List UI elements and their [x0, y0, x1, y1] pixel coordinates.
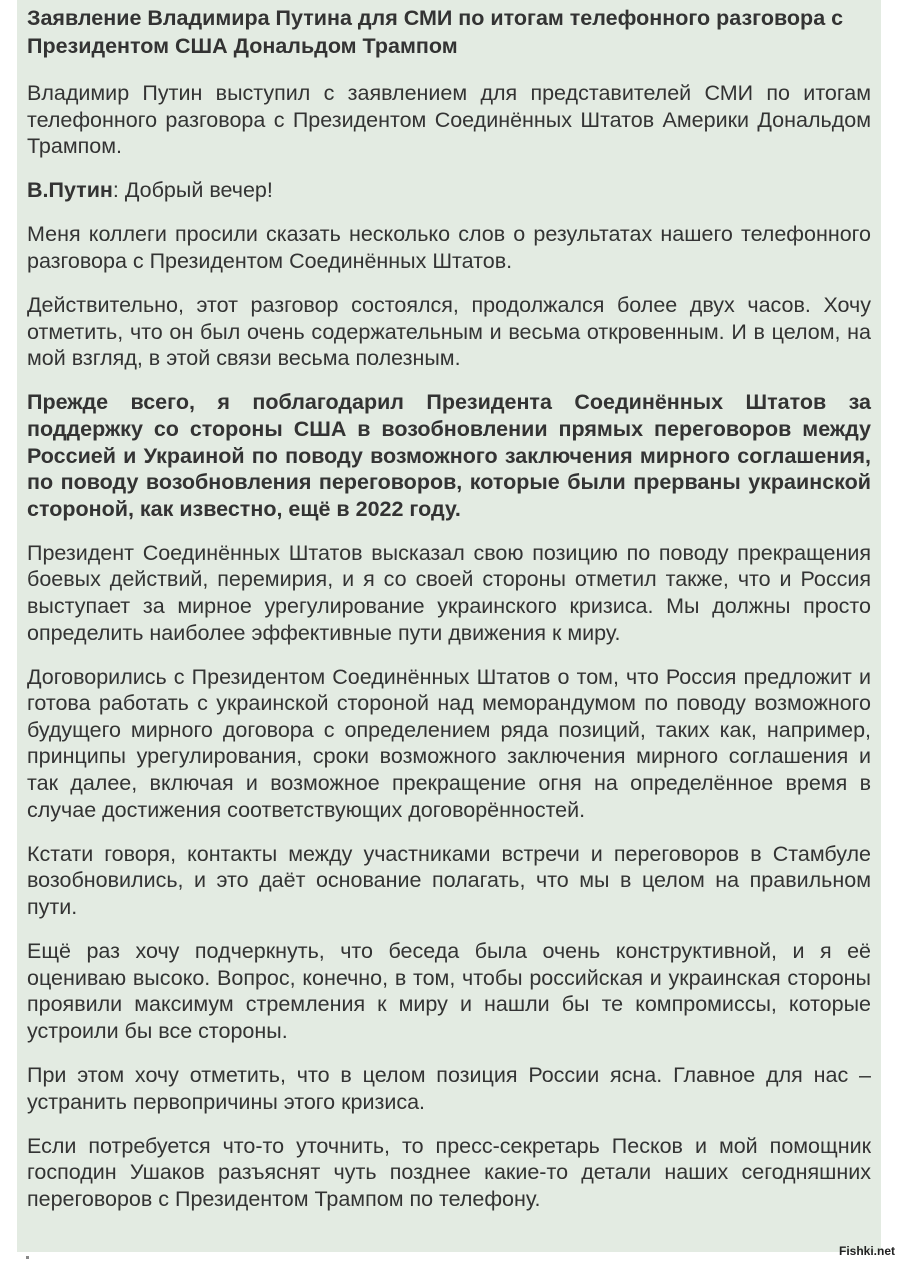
stray-dot — [26, 1256, 29, 1259]
article-panel — [17, 0, 881, 1252]
paragraph-6: Кстати говоря, контакты между участниками встречи и переговоров в Стамбуле возобновились, и это даёт основание полагать, что мы в целом на правильном пути. — [27, 841, 871, 919]
article-title: Заявление Владимира Путина для СМИ по итогам телефонного разговора с Президентом США Дональдом Трампом — [27, 6, 844, 58]
greeting-text: : Добрый вечер! — [112, 178, 273, 203]
paragraph-8: При этом хочу отметить, что в целом позиция России ясна. Главное для нас – устранить первопричины этого кризиса. — [27, 1062, 871, 1114]
intro-paragraph: Владимир Путин выступил с заявлением для представителей СМИ по итогам телефонного разговора с Президентом Соединённых Штатов Америки Дональдом Трампом. — [27, 81, 871, 159]
paragraph-2: Действительно, этот разговор состоялся, продолжался более двух часов. Хочу отметить, что он был очень содержательным и весьма откровенным. И в целом, на мой взгляд, в этой связи весьма полезным. — [27, 293, 871, 371]
paragraph-3-bold: Прежде всего, я поблагодарил Президента Соединённых Штатов за поддержку со стороны США в возобновлении прямых переговоров между Россией и Украиной по поводу возможного заключения мирного соглашения, по поводу возобновления переговоров, которые были прерваны украинской стороной, как известно, ещё в 2022 году. — [27, 390, 871, 521]
paragraph-9: Если потребуется что-то уточнить, то пресс-секретарь Песков и мой помощник господин Ушаков разъяснят чуть позднее какие-то детали наших сегодняшних переговоров с Президентом Трампом по телефону. — [27, 1133, 871, 1211]
paragraph-7: Ещё раз хочу подчеркнуть, что беседа была очень конструктивной, и я её оцениваю высоко. Вопрос, конечно, в том, чтобы российская и украинская стороны проявили максимум стремления к миру и нашли бы те компромиссы, которые устроили бы все стороны. — [27, 939, 871, 1043]
paragraph-1: Меня коллеги просили сказать несколько слов о результатах нашего телефонного разговора с Президентом Соединённых Штатов. — [27, 222, 871, 273]
watermark: Fishki.net — [838, 1244, 895, 1258]
paragraph-5: Договорились с Президентом Соединённых Штатов о том, что Россия предложит и готова работать с украинской стороной над меморандумом по поводу возможного будущего мирного договора с определением ряда позиций, таких как, например, принципы урегулирования, сроки возможного заключения мирного соглашения и так далее, включая и возможное прекращение огня на определённое время в случае достижения соответствующих договорённостей. — [27, 664, 871, 822]
speaker-name: В.Путин — [27, 178, 113, 203]
greeting-paragraph — [27, 177, 871, 204]
paragraph-4: Президент Соединённых Штатов высказал свою позицию по поводу прекращения боевых действий, перемирия, и я со своей стороны отметил также, что и Россия выступает за мирное урегулирование украинского кризиса. Мы должны просто определить наиболее эффективные пути движения к миру. — [27, 540, 871, 645]
